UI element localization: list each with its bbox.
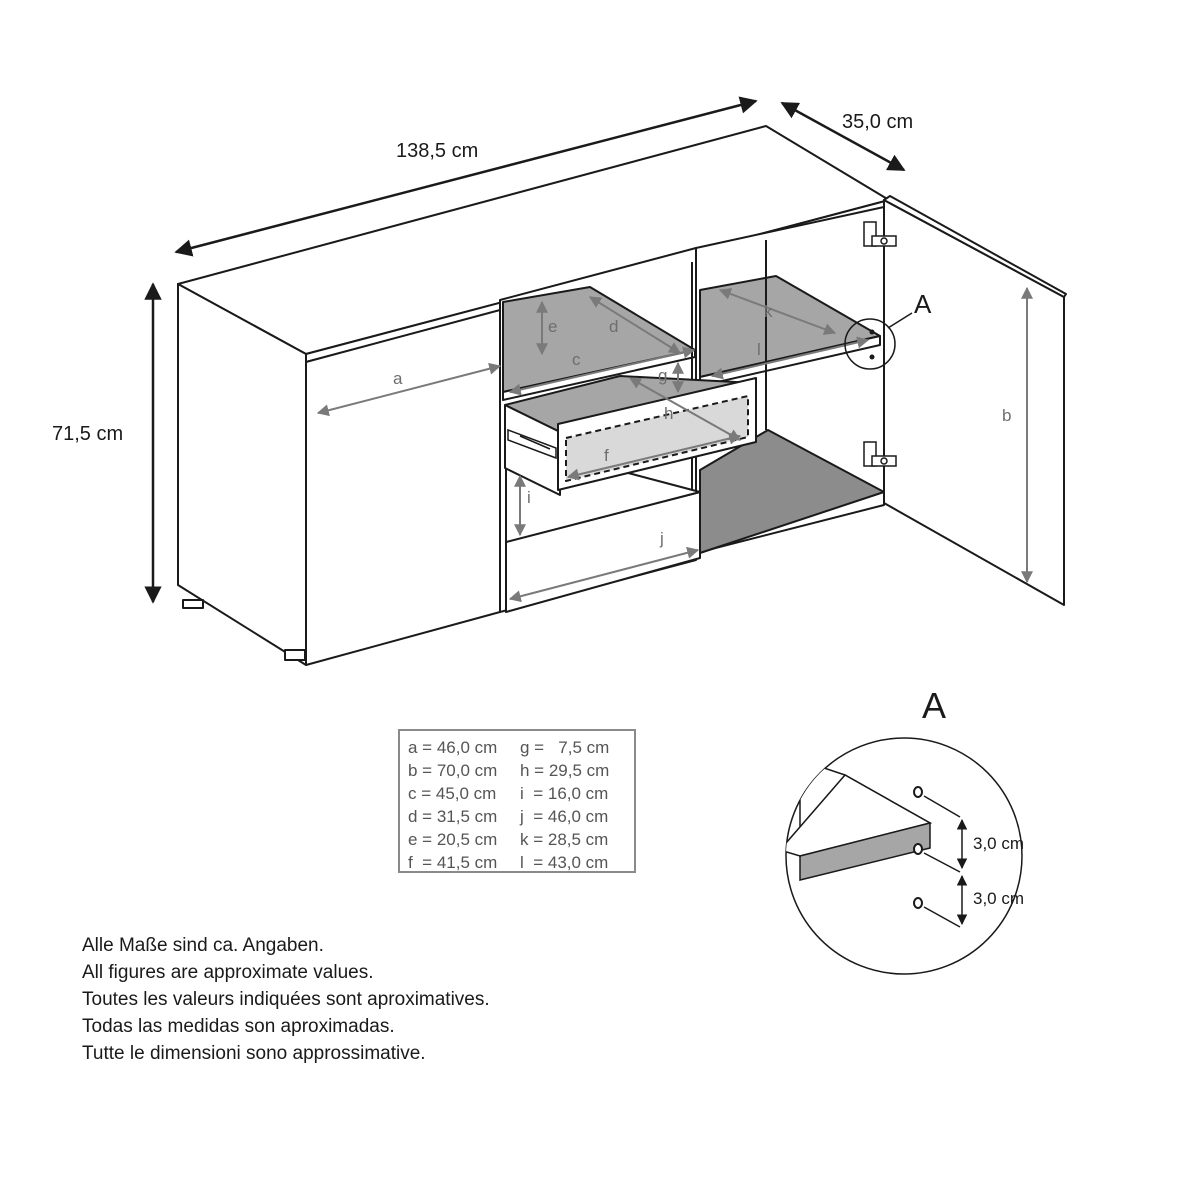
- part-letter-j: j: [660, 529, 664, 548]
- height-label: 71,5 cm: [52, 423, 124, 445]
- part-letter-f: f: [604, 446, 609, 465]
- legend-entry: j = 46,0 cm: [520, 807, 609, 826]
- detail-spacing-upper: 3,0 cm: [973, 834, 1025, 853]
- part-letter-i: i: [527, 488, 531, 507]
- legend-entry: l = 43,0 cm: [520, 853, 609, 872]
- legend-entry: k = 28,5 cm: [520, 830, 609, 849]
- legend-entry: g = 7,5 cm: [520, 738, 610, 757]
- note-italian: Tutte le dimensioni sono approssimative.: [82, 1043, 426, 1064]
- part-letter-h: h: [664, 404, 674, 423]
- callout-a-label: A: [914, 289, 932, 319]
- legend-entry: d = 31,5 cm: [408, 807, 498, 826]
- note-spanish: Todas las medidas son aproximadas.: [82, 1016, 395, 1037]
- part-letter-a: a: [393, 369, 403, 388]
- width-label: 138,5 cm: [396, 140, 479, 162]
- peg-hole: [914, 844, 922, 854]
- part-letter-c: c: [572, 350, 581, 369]
- legend-entry: e = 20,5 cm: [408, 830, 498, 849]
- part-letter-e: e: [548, 317, 558, 336]
- depth-label: 35,0 cm: [842, 111, 914, 133]
- part-letter-d: d: [609, 317, 619, 336]
- note-french: Toutes les valeurs indiquées sont aproximatives.: [82, 989, 490, 1010]
- legend-entry: a = 46,0 cm: [408, 738, 498, 757]
- dimension-legend: [398, 729, 636, 873]
- note-german: Alle Maße sind ca. Angaben.: [82, 935, 324, 956]
- cabinet-foot: [285, 650, 305, 660]
- peg-hole: [914, 898, 922, 908]
- note-english: All figures are approximate values.: [82, 962, 374, 983]
- left-door: [306, 310, 500, 665]
- part-letter-l: l: [757, 340, 761, 359]
- detail-spacing-lower: 3,0 cm: [973, 889, 1025, 908]
- cabinet: [178, 126, 1066, 665]
- part-letter-g: g: [658, 366, 668, 385]
- legend-entry: i = 16,0 cm: [520, 784, 609, 803]
- legend-entry: h = 29,5 cm: [520, 761, 610, 780]
- legend-entry: f = 41,5 cm: [408, 853, 498, 872]
- peg-hole: [914, 787, 922, 797]
- right-door: [884, 200, 1064, 605]
- detail-a: [780, 685, 1024, 974]
- detail-title: A: [922, 685, 947, 726]
- part-letter-k: k: [764, 302, 773, 321]
- legend-entry: c = 45,0 cm: [408, 784, 497, 803]
- cabinet-foot: [183, 600, 203, 608]
- legend-entry: b = 70,0 cm: [408, 761, 498, 780]
- disclaimer-notes: [82, 932, 490, 1067]
- part-letter-b: b: [1002, 406, 1012, 425]
